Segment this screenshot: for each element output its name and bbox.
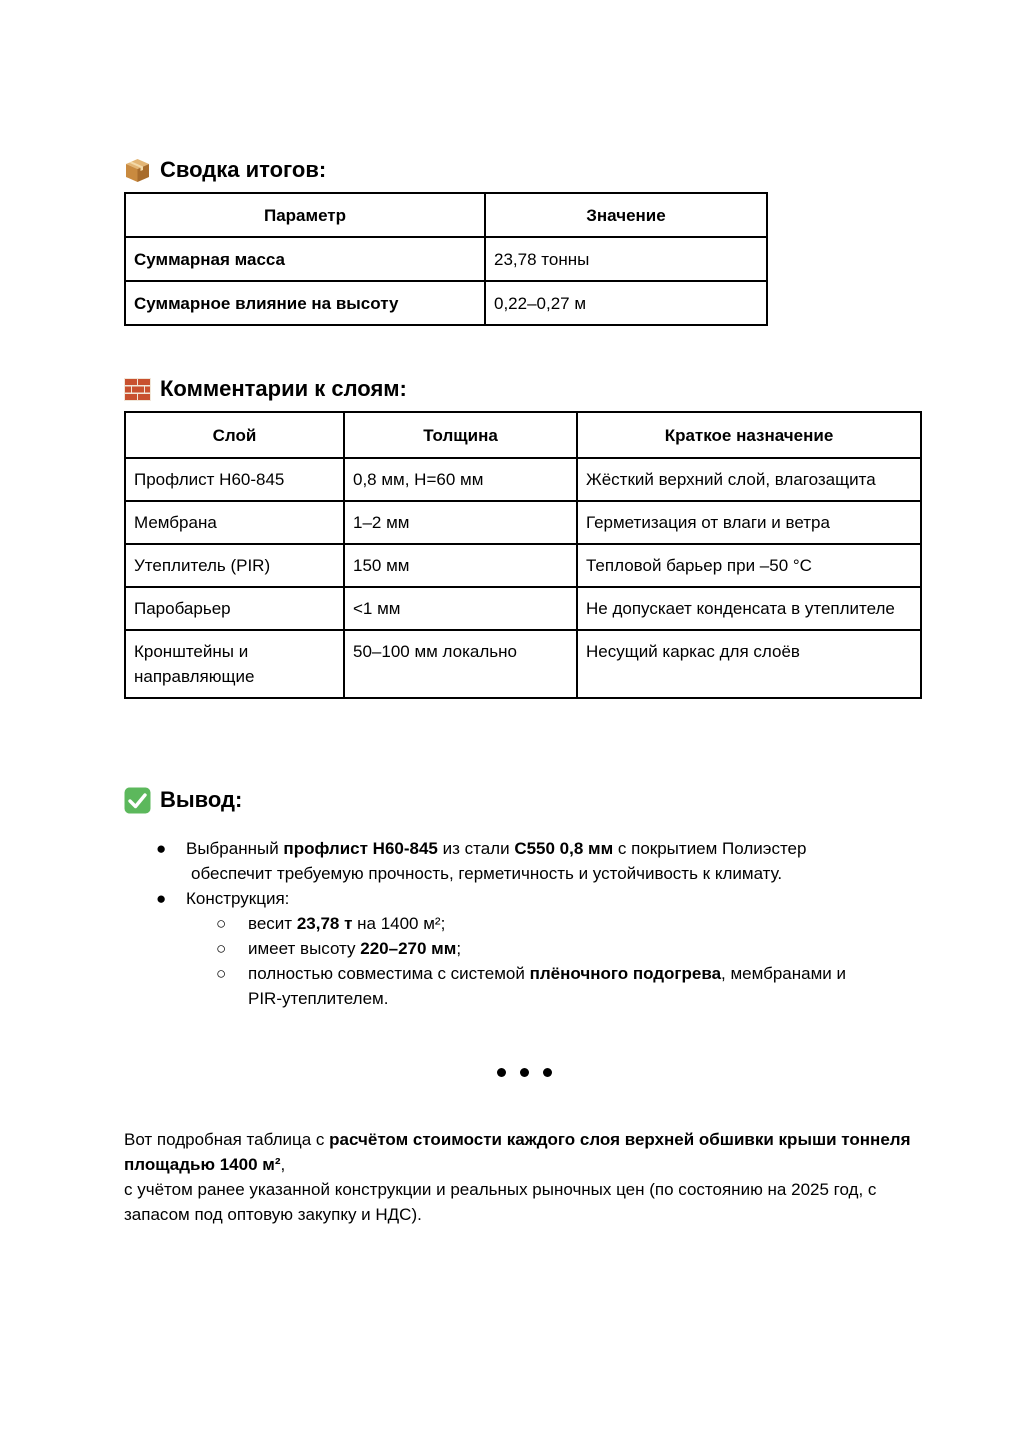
value-cell: 23,78 тонны xyxy=(485,237,767,281)
hollow-bullet-icon: ○ xyxy=(216,964,227,983)
sub-list-item xyxy=(124,961,924,986)
section-separator xyxy=(124,1062,924,1078)
table-row xyxy=(125,237,767,281)
layer-cell: Паробарьер xyxy=(125,587,344,630)
text: , xyxy=(280,1155,286,1174)
layer-cell: Утеплитель (PIR) xyxy=(125,544,344,587)
thickness-cell: 50–100 мм локально xyxy=(344,630,577,698)
table-header-row xyxy=(125,193,767,237)
separator-dot xyxy=(520,1068,529,1077)
layers-table xyxy=(124,411,922,699)
bold-text: 220–270 мм xyxy=(360,939,457,958)
layers-heading-text: Комментарии к слоям: xyxy=(160,376,407,401)
bold-text: С550 0,8 мм xyxy=(514,839,614,858)
layer-cell: Мембрана xyxy=(125,501,344,544)
table-row xyxy=(125,587,921,630)
separator-dot xyxy=(497,1068,506,1077)
text: с учётом ранее указанной конструкции и реальных рыночных цен (по состоянию на 2025 год, с запасом под оптовую закупку и НДС). xyxy=(124,1180,877,1224)
column-header: Параметр xyxy=(125,193,485,237)
purpose-cell: Жёсткий верхний слой, влагозащита xyxy=(577,458,921,501)
table-row xyxy=(125,281,767,325)
value-cell: 0,22–0,27 м xyxy=(485,281,767,325)
purpose-cell: Несущий каркас для слоёв xyxy=(577,630,921,698)
purpose-cell: Тепловой барьер при –50 °C xyxy=(577,544,921,587)
conclusion-heading-text: Вывод: xyxy=(160,787,243,812)
paragraph-line xyxy=(124,1177,924,1227)
column-header: Краткое назначение xyxy=(577,412,921,458)
param-cell: Суммарная масса xyxy=(125,237,485,281)
thickness-cell: <1 мм xyxy=(344,587,577,630)
table-row xyxy=(125,501,921,544)
layer-cell: Кронштейны и направляющие xyxy=(125,630,344,698)
conclusion-list xyxy=(124,836,924,1011)
table-header-row xyxy=(125,412,921,458)
text: на 1400 м²; xyxy=(352,914,446,933)
column-header: Толщина xyxy=(344,412,577,458)
list-item-continuation xyxy=(124,861,924,886)
brick-icon xyxy=(124,376,151,403)
text: ; xyxy=(456,939,462,958)
bullet-icon: ● xyxy=(156,889,167,908)
purpose-cell: Герметизация от влаги и ветра xyxy=(577,501,921,544)
bullet-icon: ● xyxy=(156,839,167,858)
summary-heading xyxy=(124,156,326,184)
paragraph-line xyxy=(124,1127,924,1177)
thickness-cell: 150 мм xyxy=(344,544,577,587)
layers-heading xyxy=(124,375,407,403)
table-row xyxy=(125,630,921,698)
list-item xyxy=(124,886,924,911)
thickness-cell: 1–2 мм xyxy=(344,501,577,544)
table-row xyxy=(125,544,921,587)
layer-cell: Профлист Н60-845 xyxy=(125,458,344,501)
package-icon xyxy=(124,157,151,184)
bold-text: профлист Н60-845 xyxy=(283,839,438,858)
text: с покрытием Полиэстер xyxy=(613,839,807,858)
param-cell: Суммарное влияние на высоту xyxy=(125,281,485,325)
text: весит xyxy=(248,914,297,933)
purpose-cell: Не допускает конденсата в утеплителе xyxy=(577,587,921,630)
column-header: Значение xyxy=(485,193,767,237)
list-item xyxy=(124,836,924,861)
table-row xyxy=(125,458,921,501)
bold-text: 23,78 т xyxy=(296,914,353,933)
text: обеспечит требуемую прочность, герметичность и устойчивость к климату. xyxy=(191,864,783,883)
text: Конструкция: xyxy=(186,889,290,908)
text: PIR-утеплителем. xyxy=(248,989,389,1008)
bold-text: расчётом стоимости каждого слоя верхней обшивки крыши тоннеля площадью 1400 м² xyxy=(124,1130,911,1174)
summary-heading-text: Сводка итогов: xyxy=(160,157,327,182)
text: , мембранами и xyxy=(721,964,847,983)
column-header: Слой xyxy=(125,412,344,458)
text: полностью совместима с системой xyxy=(248,964,530,983)
bold-text: плёночного подогрева xyxy=(529,964,722,983)
text: Выбранный xyxy=(186,839,284,858)
text: Вот подробная таблица с xyxy=(124,1130,330,1149)
thickness-cell: 0,8 мм, H=60 мм xyxy=(344,458,577,501)
conclusion-heading xyxy=(124,786,242,814)
sub-list-item-continuation xyxy=(124,986,924,1011)
separator-dot xyxy=(543,1068,552,1077)
summary-table xyxy=(124,192,768,326)
text: имеет высоту xyxy=(248,939,361,958)
intro-paragraph xyxy=(124,1127,924,1227)
hollow-bullet-icon: ○ xyxy=(216,914,227,933)
check-mark-icon xyxy=(124,787,151,814)
sub-list-item xyxy=(124,936,924,961)
sub-list-item xyxy=(124,911,924,936)
text: из стали xyxy=(437,839,515,858)
hollow-bullet-icon: ○ xyxy=(216,939,227,958)
